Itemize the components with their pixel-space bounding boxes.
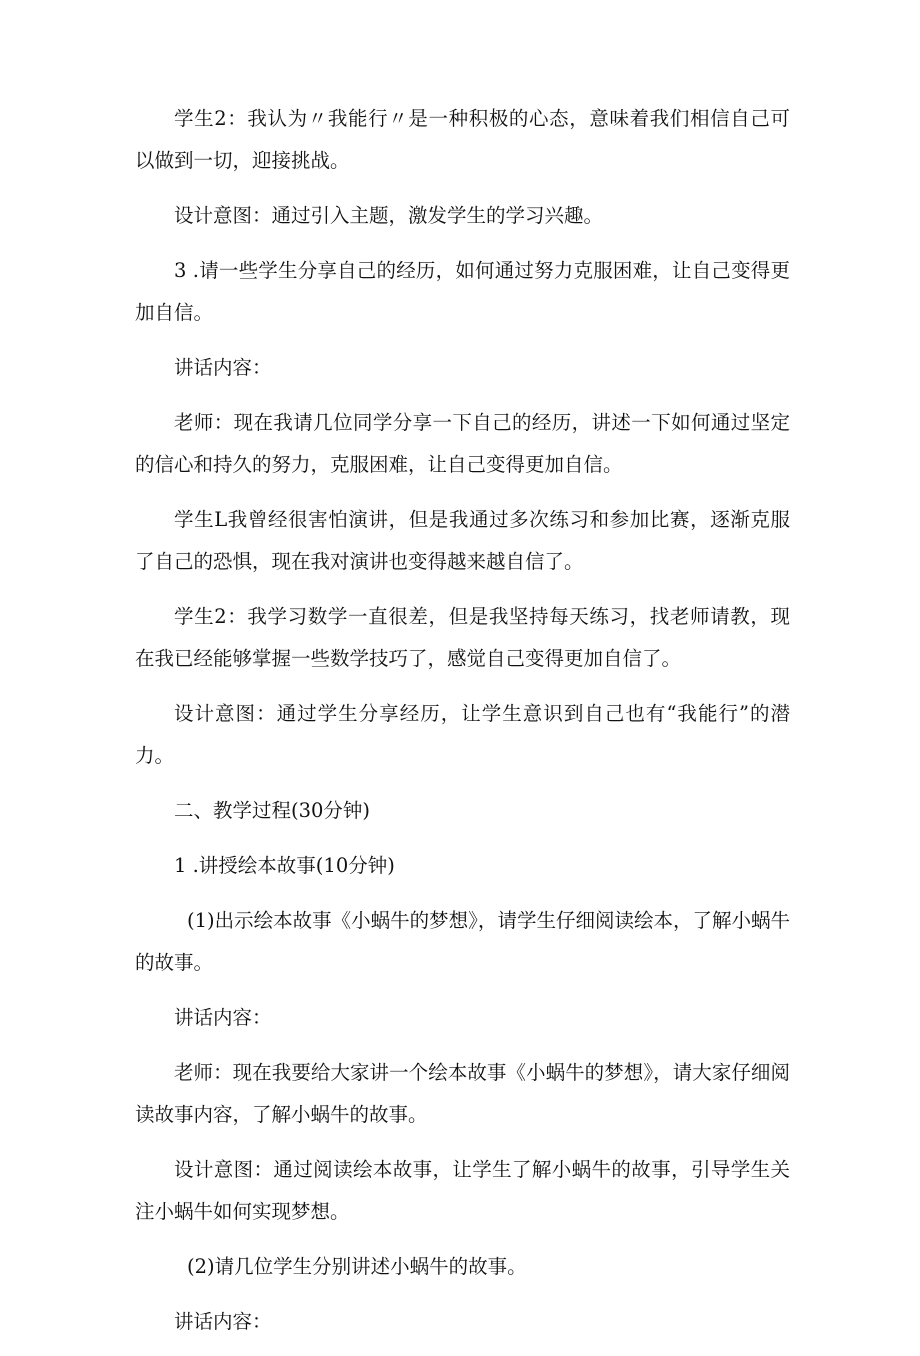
- paragraph-student1-story: 学生L我曾经很害怕演讲，但是我通过多次练习和参加比赛，逐渐克服了自己的恐惧，现在我对演讲也变得越来越自信了。: [135, 508, 790, 573]
- paragraph-design-intent-2: 设计意图：通过学生分享经历，让学生意识到自己也有“我能行”的潜力。: [135, 702, 790, 767]
- section-heading-teaching-process: 二、教学过程(30分钟): [174, 799, 371, 822]
- paragraph-speech-label-2: 讲话内容：: [174, 1006, 272, 1029]
- paragraph-teacher-1: 老师：现在我请几位同学分享一下自己的经历，讲述一下如何通过坚定的信心和持久的努力，克服困难，让自己变得更加自信。: [135, 411, 790, 476]
- paragraph-design-intent-3: 设计意图：通过阅读绘本故事，让学生了解小蜗牛的故事，引导学生关注小蜗牛如何实现梦想。: [135, 1158, 790, 1223]
- paragraph-student2-view: 学生2：我认为〃我能行〃是一种积极的心态，意味着我们相信自己可以做到一切，迎接挑战。: [135, 107, 790, 172]
- paragraph-speech-label-1: 讲话内容：: [174, 356, 272, 379]
- paragraph-step-3: 3 .请一些学生分享自己的经历，如何通过努力克服困难，让自己变得更加自信。: [135, 259, 790, 324]
- paragraph-step-1-picture-book: 1 .讲授绘本故事(10分钟): [174, 854, 395, 877]
- paragraph-speech-label-3: 讲话内容：: [174, 1310, 272, 1333]
- document-body: [135, 98, 790, 1356]
- paragraph-substep-1: (1)出示绘本故事《小蜗牛的梦想》，请学生仔细阅读绘本，了解小蜗牛的故事。: [135, 909, 790, 974]
- paragraph-teacher-2: 老师：现在我要给大家讲一个绘本故事《小蜗牛的梦想》，请大家仔细阅读故事内容，了解小蜗牛的故事。: [135, 1061, 790, 1126]
- paragraph-substep-2: (2)请几位学生分别讲述小蜗牛的故事。: [187, 1255, 527, 1278]
- paragraph-student2-story: 学生2：我学习数学一直很差，但是我坚持每天练习，找老师请教，现在我已经能够掌握一些数学技巧了，感觉自己变得更加自信了。: [135, 605, 790, 670]
- paragraph-design-intent-1: 设计意图：通过引入主题，激发学生的学习兴趣。: [174, 204, 604, 227]
